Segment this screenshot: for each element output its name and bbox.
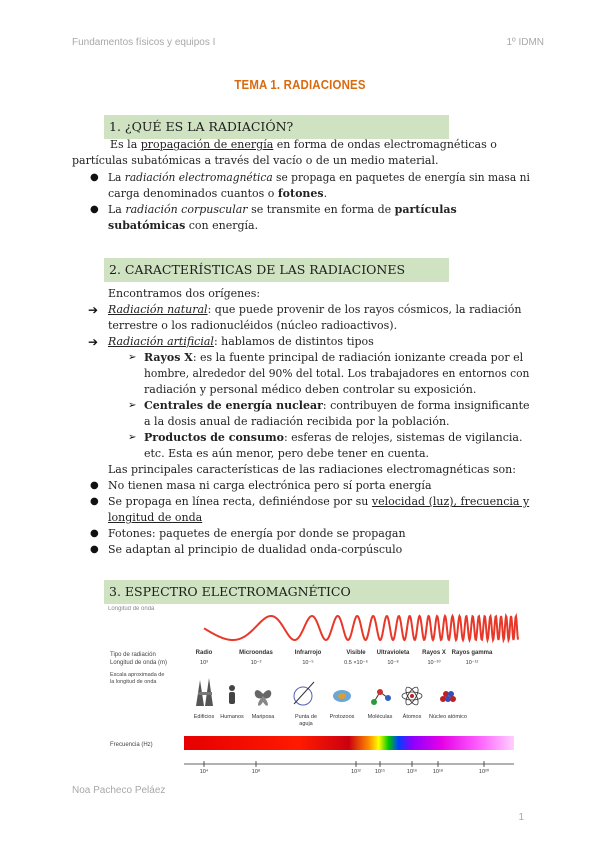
wavelength-value-0: 10³: [200, 660, 208, 666]
frequency-value-3: 10¹⁵: [374, 769, 386, 775]
type-label-0: Radio: [195, 650, 213, 656]
s1-b1-a: La: [108, 171, 125, 184]
scale-object-label-3: aguja: [299, 721, 313, 727]
s1-bullet1: [108, 170, 530, 186]
wavelength-value-6: 10⁻¹²: [465, 660, 479, 666]
page-title: TEMA 1. RADIACIONES: [234, 77, 366, 92]
fig-top-label: Longitud de onda: [108, 606, 155, 612]
type-label-2: Infrarrojo: [294, 650, 322, 656]
s2-intro: Encontramos dos orígenes:: [108, 287, 261, 300]
scale-object-label-2: Mariposa: [251, 714, 275, 720]
scale-object-label-5: Moléculas: [367, 714, 393, 720]
s2-chars-intro: Las principales características de las radiaciones electromagnéticas son:: [108, 463, 516, 476]
s2-rx-a: : es la fuente principal de radiación ionizante creada por el: [192, 351, 524, 364]
em-spectrum-figure: [108, 606, 520, 776]
molecule-icon: [371, 689, 391, 705]
s2-artificial: [108, 334, 374, 350]
s2-c2-u: velocidad (luz), frecuencia y: [371, 495, 530, 508]
s1-b1-b: se propaga en paquetes de energía sin masa ni: [272, 171, 530, 184]
s1-bullet2: [108, 202, 457, 218]
fig-type-label: Tipo de radiación: [110, 652, 156, 658]
bullet-dot: ●: [90, 480, 99, 491]
s1-intro-a: Es la: [110, 138, 141, 151]
s1-b2-a: La: [108, 203, 126, 216]
building-icon: [196, 678, 213, 706]
s2-natural: [108, 302, 521, 318]
type-label-3: Visible: [346, 650, 366, 656]
wavelength-value-3: 0.5 ×10⁻⁶: [344, 660, 368, 666]
s2-nat-a: : que puede provenir de los rayos cósmicos, la radiación: [207, 303, 522, 316]
s2-char1: No tienen masa ni carga electrónica pero sí porta energía: [108, 479, 432, 492]
s1-b2-l2c: con energía.: [185, 219, 259, 232]
scale-object-label-6: Átomos: [402, 714, 422, 720]
type-label-4: Ultravioleta: [376, 650, 410, 656]
s2-pc-a: : esferas de relojes, sistemas de vigilancia.: [283, 431, 523, 444]
frequency-value-4: 10¹⁶: [406, 769, 418, 775]
frequency-value-0: 10⁴: [199, 769, 209, 775]
s2-pc-line2: etc. Esta es aún menor, pero debe tener en cuenta.: [144, 447, 430, 460]
frequency-value-1: 10⁸: [251, 769, 261, 775]
atom-icon: [402, 685, 422, 706]
arrowhead-icon: ➢: [128, 400, 137, 411]
bullet-dot: ●: [90, 172, 99, 183]
s1-intro: [110, 137, 497, 153]
arrowhead-icon: ➢: [128, 432, 137, 443]
wavelength-value-4: 10⁻⁸: [387, 660, 399, 666]
s2-art-label: Radiación artificial: [108, 335, 214, 348]
s2-char4: Se adaptan al principio de dualidad onda-corpúsculo: [108, 543, 403, 556]
header-year: 1º IDMN: [506, 37, 544, 48]
wavelength-value-1: 10⁻²: [250, 660, 262, 666]
wavelength-value-2: 10⁻⁵: [302, 660, 314, 666]
bullet-dot: ●: [90, 204, 99, 215]
s2-rx-line2: hombre, alrededor del 90% del total. Los trabajadores en entornos con: [144, 367, 530, 380]
fig-freq-label: Frecuencia (Hz): [110, 742, 153, 748]
needle-icon: [294, 682, 314, 705]
s1-b2-b: se transmite en forma de: [247, 203, 395, 216]
s1-b2-l2b: subatómicas: [108, 219, 186, 232]
s1-intro-line2: partículas subatómicas a través del vacío o de un medio material.: [72, 154, 439, 167]
bullet-dot: ●: [90, 528, 99, 539]
type-label-6: Rayos gamma: [451, 650, 493, 656]
s2-cn-a: : contribuyen de forma insignificante: [322, 399, 530, 412]
section-heading-3: 3. ESPECTRO ELECTROMAGNÉTICO: [104, 580, 449, 604]
section-heading-2: 2. CARACTERÍSTICAS DE LAS RADIACIONES: [104, 258, 449, 282]
wavelength-wave: [204, 616, 518, 640]
s2-cn: [144, 398, 530, 414]
s2-nat-label: Radiación natural: [108, 303, 208, 316]
type-label-5: Rayos X: [422, 650, 446, 656]
s2-pc-bold: Productos de consumo: [144, 431, 284, 444]
s1-bullet2-line2: [108, 218, 258, 234]
s2-rx: [144, 350, 523, 366]
wavelength-values: [200, 659, 478, 666]
s2-natural-line2: terrestre o los radionucléidos (núcleo radioactivos).: [108, 319, 398, 332]
scale-object-label-4: Protozoos: [329, 714, 355, 720]
s2-art-a: : hablamos de distintos tipos: [213, 335, 374, 348]
bullet-dot: ●: [90, 544, 99, 555]
s2-char2-line2: longitud de onda: [108, 511, 203, 524]
fig-scale-label-2: la longitud de onda: [110, 679, 157, 685]
fig-scale-label-1: Escala aproximada de: [110, 672, 165, 678]
header-course: Fundamentos físicos y equipos I: [72, 37, 216, 48]
s1-b1-i: radiación electromagnética: [124, 171, 273, 184]
scale-objects: [194, 713, 467, 727]
page-number: 1: [518, 812, 524, 823]
s1-b1-l2c: .: [323, 187, 328, 200]
arrow-icon: ➔: [88, 303, 99, 317]
s1-b1-l2a: carga denominados cuantos o: [108, 187, 278, 200]
bullet-dot: ●: [90, 496, 99, 507]
type-label-1: Microondas: [239, 650, 273, 656]
arrowhead-icon: ➢: [128, 352, 137, 363]
s1-b1-l2b: fotones: [277, 187, 324, 200]
frequency-value-2: 10¹²: [351, 769, 361, 775]
frequency-values: [200, 761, 490, 775]
frequency-value-6: 10²⁰: [478, 769, 490, 775]
s1-b2-i: radiación corpuscular: [125, 203, 248, 216]
footer-author: Noa Pacheco Peláez: [72, 785, 166, 796]
section-heading-1: 1. ¿QUÉ ES LA RADIACIÓN?: [104, 115, 449, 139]
s2-cn-bold: Centrales de energía nuclear: [144, 399, 323, 412]
s1-bullet1-line2: [108, 186, 327, 202]
wavelength-value-5: 10⁻¹⁰: [427, 660, 441, 666]
s2-cn-line2: a la dosis anual de radiación recibida por la población.: [144, 415, 450, 428]
s2-c2-a: Se propaga en línea recta, definiéndose por su: [108, 495, 372, 508]
s1-b2-bold: partículas: [394, 203, 457, 216]
s1-intro-b: en forma de ondas electromagnéticas o: [273, 138, 497, 151]
frequency-spectrum-bar: [184, 736, 514, 750]
s1-intro-link: propagación de energía: [140, 138, 274, 151]
nucleus-icon: [440, 691, 456, 702]
human-icon: [229, 685, 235, 704]
scale-object-label-0: Edificios: [193, 714, 215, 720]
arrow-icon: ➔: [88, 335, 99, 349]
s2-char2: [108, 494, 529, 510]
s2-pc: [144, 430, 522, 446]
scale-object-label-1: Humanos: [220, 714, 244, 720]
butterfly-icon: [255, 690, 272, 706]
scale-object-label-3: Punta de: [294, 714, 318, 720]
radiation-types: [196, 650, 493, 656]
s2-rx-bold: Rayos X: [144, 351, 193, 364]
frequency-value-5: 10¹⁸: [432, 769, 444, 775]
fig-wavelength-label: Longitud de onda (m): [110, 660, 168, 666]
protozoa-icon: [333, 690, 351, 702]
s2-rx-line3: radiación y personal médico deben controlar su exposición.: [144, 383, 477, 396]
s2-char3: Fotones: paquetes de energía por donde se propagan: [108, 527, 406, 540]
scale-object-label-7: Núcleo atómico: [429, 714, 467, 720]
